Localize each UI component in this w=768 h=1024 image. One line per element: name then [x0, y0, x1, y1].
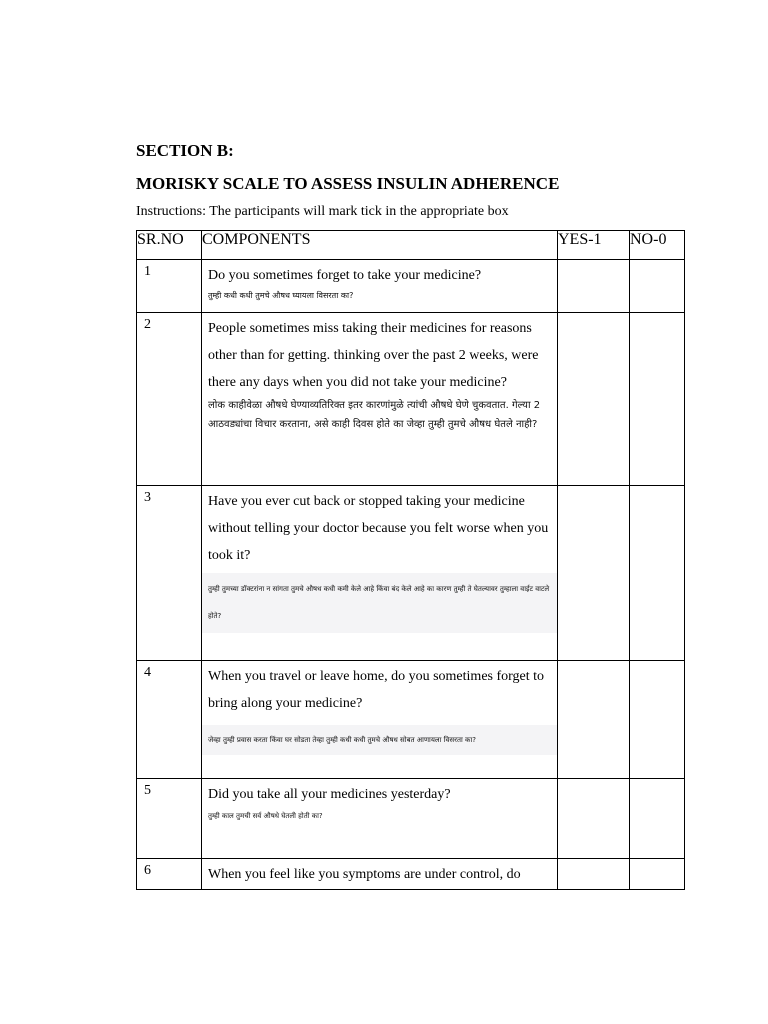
question-english: When you feel like you symptoms are under control, do — [208, 867, 521, 882]
table-header-row — [137, 231, 685, 260]
question-english: Do you sometimes forget to take your medicine? — [208, 268, 482, 283]
question-english: Have you ever cut back or stopped taking your medicine without telling your doctor because you felt worse when you took it? — [208, 494, 549, 563]
header-sr-no: SR.NO — [137, 231, 202, 260]
row-number: 1 — [137, 260, 202, 313]
component-cell — [202, 486, 558, 661]
row-number: 6 — [137, 859, 202, 890]
table-row — [137, 859, 685, 890]
yes-checkbox-cell[interactable] — [558, 859, 630, 890]
question-marathi: लोक काहीवेळा औषधे घेण्याव्यतिरिक्त इतर कारणांमुळे त्यांची औषधे घेणे चुकवतात. गेल्या 2 आठवड्यांचा विचार करताना, असे काही दिवस होते का जेव्हा तुम्ही तुमचे औषध घेतले नाही? — [208, 400, 541, 430]
question-english: People sometimes miss taking their medicines for reasons other than for getting. thinking over the past 2 weeks, were there any days when you did not take your medicine? — [208, 321, 539, 390]
table-row — [137, 661, 685, 779]
component-cell — [202, 779, 558, 859]
table-row — [137, 313, 685, 486]
row-number: 2 — [137, 313, 202, 486]
morisky-scale-table — [136, 230, 685, 890]
no-checkbox-cell[interactable] — [630, 313, 685, 486]
row-number: 3 — [137, 486, 202, 661]
table-row — [137, 260, 685, 313]
yes-checkbox-cell[interactable] — [558, 260, 630, 313]
question-marathi: तुम्ही तुमच्या डॉक्टरांना न सांगता तुमचे औषध कधी कमी केले आहे किंवा बंद केले आहे का कारण तुम्ही ते घेतल्यावर तुम्हाला वाईट वाटले होते? — [202, 573, 557, 633]
no-checkbox-cell[interactable] — [630, 486, 685, 661]
table-row — [137, 486, 685, 661]
header-components: COMPONENTS — [202, 231, 558, 260]
instructions-text: Instructions: The participants will mark tick in the appropriate box — [136, 204, 509, 219]
scale-title: MORISKY SCALE TO ASSESS INSULIN ADHERENCE — [136, 174, 560, 193]
component-cell — [202, 313, 558, 486]
question-english: Did you take all your medicines yesterday? — [208, 787, 451, 802]
header-yes: YES-1 — [558, 231, 630, 260]
question-marathi: जेव्हा तुम्ही प्रवास करता किंवा घर सोडता तेव्हा तुम्ही कधी कधी तुमचे औषध सोबत आणायला विसरता का? — [202, 725, 557, 755]
yes-checkbox-cell[interactable] — [558, 486, 630, 661]
question-english: When you travel or leave home, do you sometimes forget to bring along your medicine? — [208, 669, 545, 711]
no-checkbox-cell[interactable] — [630, 260, 685, 313]
header-no: NO-0 — [630, 231, 685, 260]
yes-checkbox-cell[interactable] — [558, 779, 630, 859]
row-number: 5 — [137, 779, 202, 859]
yes-checkbox-cell[interactable] — [558, 313, 630, 486]
no-checkbox-cell[interactable] — [630, 661, 685, 779]
question-marathi: तुम्ही काल तुमची सर्व औषधे घेतली होती का? — [208, 812, 323, 820]
question-marathi: तुम्ही कधी कधी तुमचे औषध घ्यायला विसरता का? — [208, 291, 354, 300]
row-number: 4 — [137, 661, 202, 779]
yes-checkbox-cell[interactable] — [558, 661, 630, 779]
no-checkbox-cell[interactable] — [630, 779, 685, 859]
section-title: SECTION B: — [136, 141, 234, 160]
table-row — [137, 779, 685, 859]
no-checkbox-cell[interactable] — [630, 859, 685, 890]
component-cell — [202, 260, 558, 313]
component-cell — [202, 859, 558, 890]
component-cell — [202, 661, 558, 779]
